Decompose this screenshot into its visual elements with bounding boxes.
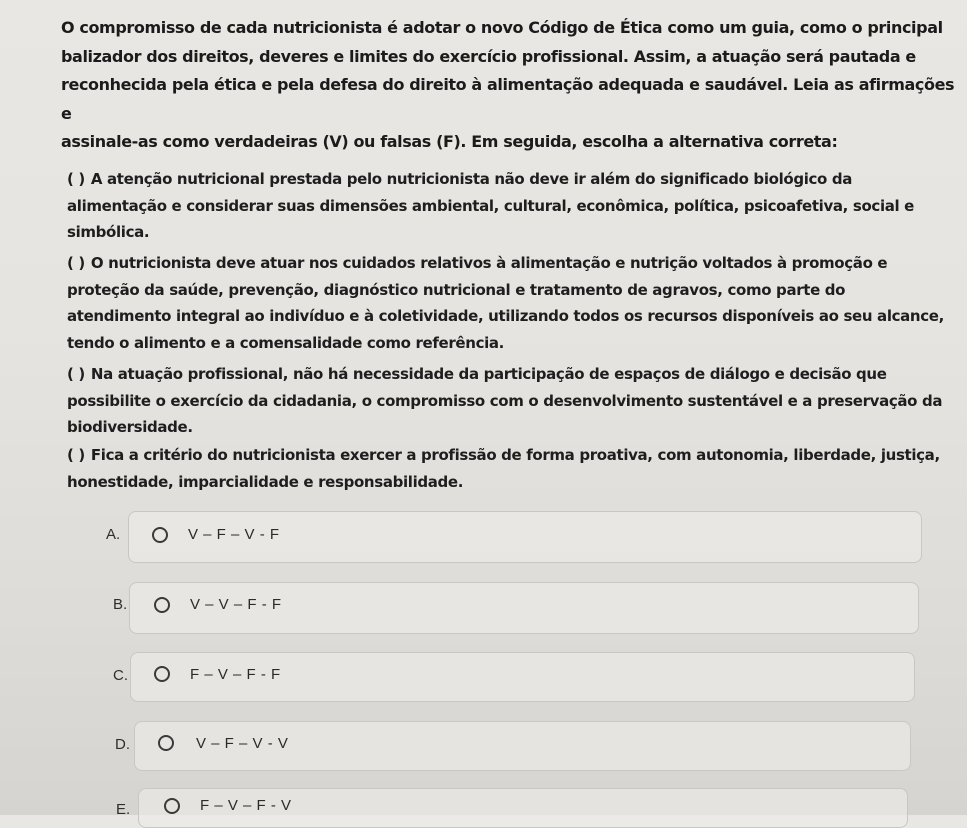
statement-line: honestidade, imparcialidade e responsabilidade. <box>67 472 464 491</box>
option-a-letter: A. <box>106 526 121 543</box>
option-b-letter: B. <box>113 596 128 613</box>
question-line: reconhecida pela ética e pela defesa do direito à alimentação adequada e saudável. Leia as afirmações e <box>61 75 955 123</box>
option-e-text: F – V – F - V <box>200 797 292 814</box>
statement-3 <box>67 361 962 441</box>
question-text <box>61 14 961 157</box>
question-line: balizador dos direitos, deveres e limites do exercício profissional. Assim, a atuação será pautada e <box>61 46 916 66</box>
statement-line: Fica a critério do nutricionista exercer a profissão de forma proativa, com autonomia, liberdade, justiça, <box>90 446 940 464</box>
statement-line: atendimento integral ao indivíduo e à coletividade, utilizando todos os recursos disponíveis ao seu alcance, <box>67 307 944 325</box>
question-line: assinale-as como verdadeiras (V) ou falsas (F). Em seguida, escolha a alternativa correta: <box>61 132 838 151</box>
option-d-text: V – F – V - V <box>196 735 289 752</box>
statement-line: Na atuação profissional, não há necessidade da participação de espaços de diálogo e decisão que <box>90 365 887 383</box>
statement-1 <box>67 166 962 246</box>
radio-b-icon[interactable] <box>154 597 170 613</box>
statement-line: proteção da saúde, prevenção, diagnóstico nutricional e tratamento de agravos, como parte do <box>67 280 846 299</box>
radio-e-icon[interactable] <box>164 798 180 814</box>
radio-d-icon[interactable] <box>158 735 174 751</box>
statement-paren: ( ) <box>67 446 85 464</box>
option-c-letter: C. <box>113 667 128 684</box>
statement-line: alimentação e considerar suas dimensões ambiental, cultural, econômica, política, psicoafetiva, social e <box>67 196 915 215</box>
statement-line: O nutricionista deve atuar nos cuidados relativos à alimentação e nutrição voltados à promoção e <box>90 254 888 272</box>
option-e-letter: E. <box>116 801 131 818</box>
statement-paren: ( ) <box>67 170 85 188</box>
option-c-text: F – V – F - F <box>190 666 281 683</box>
option-b-text: V – V – F - F <box>190 596 282 613</box>
radio-a-icon[interactable] <box>152 527 168 543</box>
option-d-letter: D. <box>115 736 130 753</box>
statement-paren: ( ) <box>67 365 85 383</box>
statement-4 <box>67 442 962 495</box>
statement-paren: ( ) <box>67 254 85 272</box>
statement-line: A atenção nutricional prestada pelo nutricionista não deve ir além do significado biológico da <box>90 170 853 188</box>
statement-line: biodiversidade. <box>67 418 193 436</box>
question-line: O compromisso de cada nutricionista é adotar o novo Código de Ética como um guia, como o principal <box>61 18 943 37</box>
option-a-text: V – F – V - F <box>188 526 280 543</box>
statement-2 <box>67 250 962 356</box>
statement-line: simbólica. <box>67 223 150 241</box>
statement-line: possibilite o exercício da cidadania, o compromisso com o desenvolvimento sustentável e a preservação da <box>67 391 943 410</box>
radio-c-icon[interactable] <box>154 666 170 682</box>
statement-line: tendo o alimento e a comensalidade como referência. <box>67 333 505 352</box>
